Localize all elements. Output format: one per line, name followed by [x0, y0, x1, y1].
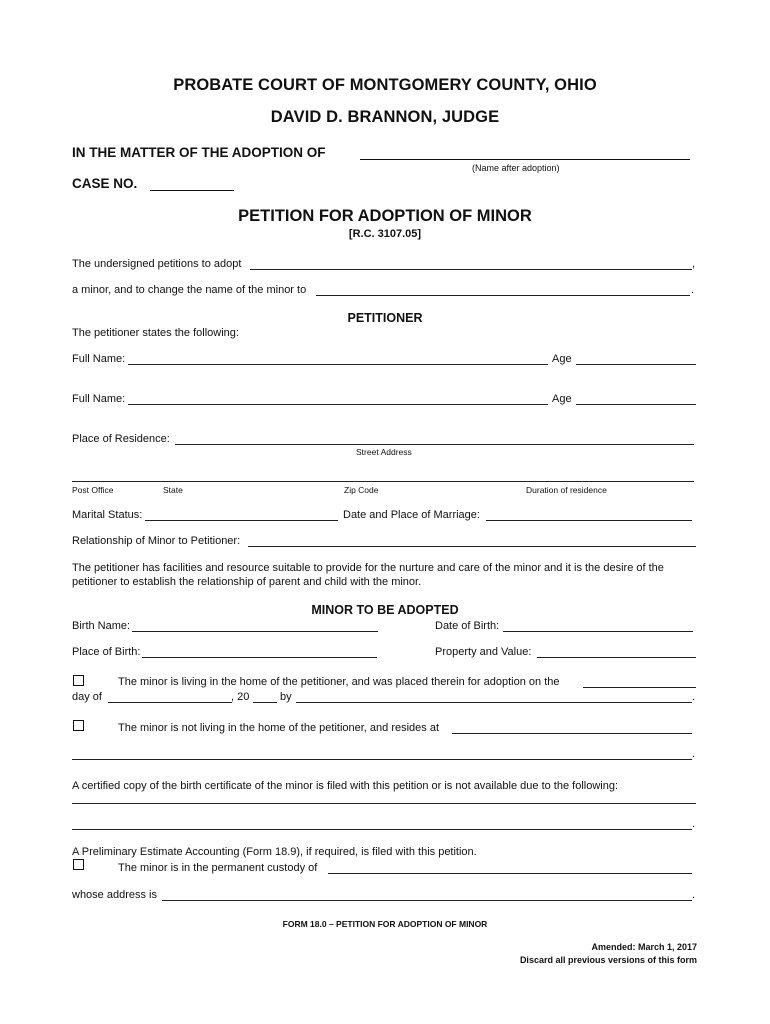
not-living-text: The minor is not living in the home of the petitioner, and resides at — [118, 722, 440, 734]
petitioner-heading: PETITIONER — [347, 311, 423, 325]
full-name-label-2: Full Name: — [72, 393, 126, 405]
day-of-label: day of — [72, 691, 102, 703]
matter-label: IN THE MATTER OF THE ADOPTION OF — [72, 145, 326, 160]
residence-line-2-field[interactable] — [72, 481, 694, 482]
birthplace-field[interactable] — [142, 657, 377, 658]
facilities-text-line-1: The petitioner has facilities and resource suitable to provide for the nurture and care of the minor and it is the desire of the — [72, 562, 664, 574]
facilities-text-line-2: petitioner to establish the relationship of parent and child with the minor. — [72, 576, 422, 588]
estimate-accounting-text: A Preliminary Estimate Accounting (Form 18.9), if required, is filed with this petition. — [72, 846, 477, 858]
not-living-checkbox[interactable] — [73, 720, 84, 731]
custodian-address-field[interactable] — [162, 900, 692, 901]
custody-checkbox[interactable] — [73, 859, 84, 870]
birth-certificate-text: A certified copy of the birth certificate of the minor is filed with this petition or is not available due to the following: — [72, 780, 619, 792]
birth-name-label: Birth Name: — [72, 620, 131, 632]
state-hint: State — [163, 485, 183, 495]
amended-date: Amended: March 1, 2017 — [591, 942, 697, 952]
street-address-field[interactable] — [175, 444, 694, 445]
relationship-field[interactable] — [248, 546, 696, 547]
birth-certificate-reason-field-1[interactable] — [72, 803, 696, 804]
placed-by-field[interactable] — [296, 702, 692, 703]
case-label: CASE NO. — [72, 176, 138, 191]
form-title: PETITION FOR ADOPTION OF MINOR — [238, 207, 532, 225]
intro-period: . — [691, 284, 695, 296]
full-name-label-1: Full Name: — [72, 353, 126, 365]
court-name: PROBATE COURT OF MONTGOMERY COUNTY, OHIO — [173, 76, 597, 94]
resides-period: . — [692, 748, 696, 760]
age-label-2: Age — [552, 393, 572, 405]
age-field-1[interactable] — [576, 364, 696, 365]
dob-field[interactable] — [503, 631, 693, 632]
custody-of-field[interactable] — [328, 873, 692, 874]
adoptee-name-hint: (Name after adoption) — [472, 163, 560, 173]
adopt-name-field[interactable] — [250, 269, 692, 270]
zip-code-hint: Zip Code — [344, 485, 379, 495]
adoptee-name-field[interactable] — [360, 159, 690, 160]
placement-date-field[interactable] — [583, 687, 696, 688]
birth-name-field[interactable] — [132, 631, 378, 632]
age-label-1: Age — [552, 353, 572, 365]
placed-by-label: by — [280, 691, 292, 703]
placed-by-period: . — [692, 691, 696, 703]
marital-status-field[interactable] — [145, 520, 338, 521]
discard-notice: Discard all previous versions of this form — [519, 955, 697, 965]
street-address-hint: Street Address — [356, 447, 412, 457]
full-name-field-2[interactable] — [128, 404, 548, 405]
case-number-field[interactable] — [150, 190, 234, 191]
minor-heading: MINOR TO BE ADOPTED — [311, 603, 459, 617]
footer-form-name: FORM 18.0 – PETITION FOR ADOPTION OF MINOR — [282, 919, 488, 929]
placement-month-field[interactable] — [108, 702, 232, 703]
birth-certificate-reason-field-2[interactable] — [72, 829, 692, 830]
year-prefix: , 20 — [231, 691, 250, 703]
resides-at-field-2[interactable] — [72, 759, 692, 760]
custody-text: The minor is in the permanent custody of — [118, 862, 318, 874]
address-period: . — [692, 889, 696, 901]
placement-year-field[interactable] — [253, 702, 277, 703]
duration-hint: Duration of residence — [526, 485, 607, 495]
living-in-text: The minor is living in the home of the petitioner, and was placed therein for adoption on the — [118, 676, 560, 688]
whose-address-label: whose address is — [72, 889, 157, 901]
marriage-field[interactable] — [486, 520, 692, 521]
resides-at-field[interactable] — [452, 733, 692, 734]
statute-code: [R.C. 3107.05] — [348, 228, 422, 240]
full-name-field-1[interactable] — [128, 364, 548, 365]
post-office-hint: Post Office — [72, 485, 114, 495]
relationship-label: Relationship of Minor to Petitioner: — [72, 535, 241, 547]
intro-change-name-label: a minor, and to change the name of the minor to — [72, 284, 307, 296]
new-name-field[interactable] — [316, 295, 690, 296]
living-in-checkbox[interactable] — [73, 675, 84, 686]
judge-name: DAVID D. BRANNON, JUDGE — [270, 108, 500, 126]
intro-adopt-label: The undersigned petitions to adopt — [72, 258, 242, 270]
age-field-2[interactable] — [576, 404, 696, 405]
residence-label: Place of Residence: — [72, 433, 170, 445]
petitioner-statement: The petitioner states the following: — [72, 327, 239, 339]
birthplace-label: Place of Birth: — [72, 646, 141, 658]
property-label: Property and Value: — [435, 646, 532, 658]
dob-label: Date of Birth: — [435, 620, 500, 632]
property-field[interactable] — [537, 657, 696, 658]
intro-comma: , — [692, 258, 696, 270]
marital-status-label: Marital Status: — [72, 509, 143, 521]
birth-certificate-period: . — [692, 818, 696, 830]
marriage-label: Date and Place of Marriage: — [343, 509, 480, 521]
